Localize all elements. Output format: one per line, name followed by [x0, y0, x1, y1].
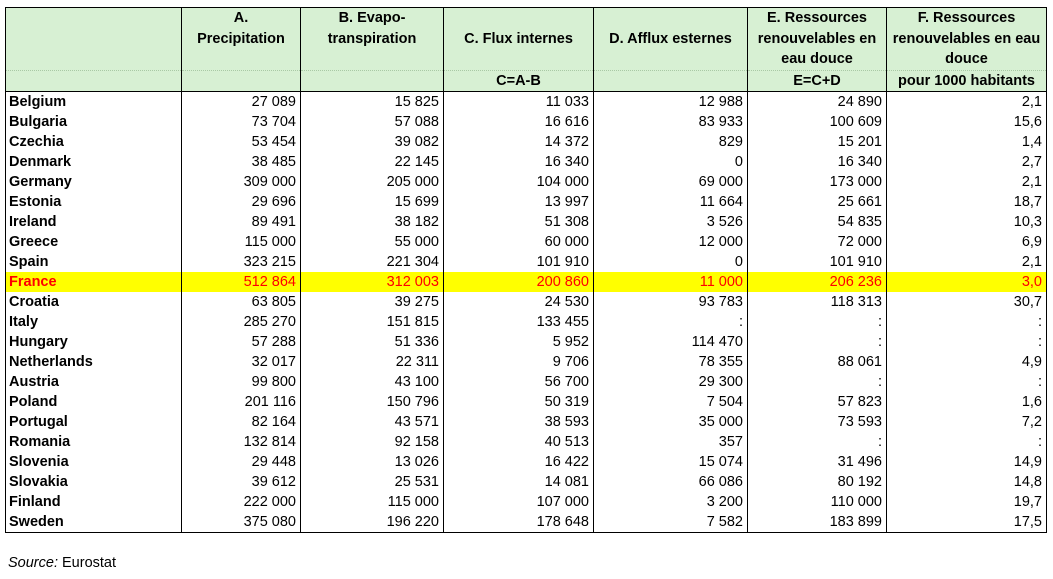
value-cell: 30,7 [887, 292, 1047, 312]
value-cell: 151 815 [301, 312, 444, 332]
value-cell: 110 000 [748, 492, 887, 512]
value-cell: 69 000 [594, 172, 748, 192]
value-cell: 50 319 [444, 392, 594, 412]
value-cell: 29 448 [182, 452, 301, 472]
table-row [6, 232, 1047, 252]
table-row [6, 472, 1047, 492]
country-cell: Greece [6, 232, 182, 252]
value-cell: 15 074 [594, 452, 748, 472]
value-cell: 39 275 [301, 292, 444, 312]
value-cell: 51 336 [301, 332, 444, 352]
value-cell: 115 000 [301, 492, 444, 512]
value-cell: 115 000 [182, 232, 301, 252]
value-cell: 57 088 [301, 112, 444, 132]
table-row [6, 192, 1047, 212]
value-cell: 51 308 [444, 212, 594, 232]
value-cell: 2,1 [887, 172, 1047, 192]
country-cell: Czechia [6, 132, 182, 152]
value-cell: 22 311 [301, 352, 444, 372]
value-cell: 357 [594, 432, 748, 452]
value-cell: 18,7 [887, 192, 1047, 212]
value-cell: 829 [594, 132, 748, 152]
value-cell: 88 061 [748, 352, 887, 372]
value-cell: 7,2 [887, 412, 1047, 432]
value-cell: 27 089 [182, 92, 301, 113]
value-cell: 22 145 [301, 152, 444, 172]
header-country [6, 8, 182, 71]
value-cell: : [887, 312, 1047, 332]
country-cell: Germany [6, 172, 182, 192]
value-cell: : [748, 312, 887, 332]
value-cell: 83 933 [594, 112, 748, 132]
value-cell: 17,5 [887, 512, 1047, 533]
country-cell: Portugal [6, 412, 182, 432]
value-cell: 4,9 [887, 352, 1047, 372]
value-cell: 205 000 [301, 172, 444, 192]
value-cell: 1,4 [887, 132, 1047, 152]
value-cell: 200 860 [444, 272, 594, 292]
header-afflux-esternes: D. Afflux esternes [594, 8, 748, 71]
value-cell: 173 000 [748, 172, 887, 192]
value-cell: 12 000 [594, 232, 748, 252]
header-evapotranspiration [301, 8, 444, 71]
value-cell: 11 033 [444, 92, 594, 113]
table-row [6, 152, 1047, 172]
value-cell: 14 372 [444, 132, 594, 152]
table-row [6, 292, 1047, 312]
value-cell: 16 616 [444, 112, 594, 132]
subheader-formula-e: E=C+D [748, 71, 887, 92]
table-body [6, 92, 1047, 533]
value-cell: 183 899 [748, 512, 887, 533]
value-cell: : [594, 312, 748, 332]
value-cell: 39 612 [182, 472, 301, 492]
value-cell: 2,1 [887, 252, 1047, 272]
country-cell: Slovenia [6, 452, 182, 472]
value-cell: 99 800 [182, 372, 301, 392]
value-cell: 2,1 [887, 92, 1047, 113]
value-cell: 100 609 [748, 112, 887, 132]
value-cell: 43 571 [301, 412, 444, 432]
value-cell: : [887, 372, 1047, 392]
value-cell: 323 215 [182, 252, 301, 272]
country-cell: Hungary [6, 332, 182, 352]
value-cell: 7 582 [594, 512, 748, 533]
country-cell: Slovakia [6, 472, 182, 492]
value-cell: 54 835 [748, 212, 887, 232]
source-note [8, 555, 116, 571]
value-cell: 57 823 [748, 392, 887, 412]
header-flux-internes: C. Flux internes [444, 8, 594, 71]
value-cell: 2,7 [887, 152, 1047, 172]
value-cell: 375 080 [182, 512, 301, 533]
table-row [6, 372, 1047, 392]
table-row [6, 432, 1047, 452]
header-ressources-f: F. Ressources renouvelables en eau douce [887, 8, 1047, 71]
value-cell: 201 116 [182, 392, 301, 412]
value-cell: : [748, 372, 887, 392]
table-row [6, 492, 1047, 512]
table-row [6, 132, 1047, 152]
value-cell: : [887, 332, 1047, 352]
value-cell: 78 355 [594, 352, 748, 372]
country-cell: Estonia [6, 192, 182, 212]
subheader-row [6, 71, 1047, 92]
value-cell: 38 182 [301, 212, 444, 232]
value-cell: 63 805 [182, 292, 301, 312]
value-cell: 93 783 [594, 292, 748, 312]
country-cell: Belgium [6, 92, 182, 113]
value-cell: 15 699 [301, 192, 444, 212]
value-cell: : [887, 432, 1047, 452]
value-cell: 512 864 [182, 272, 301, 292]
value-cell: 15,6 [887, 112, 1047, 132]
value-cell: 40 513 [444, 432, 594, 452]
value-cell: 114 470 [594, 332, 748, 352]
header-ressources-e: E. Ressources renouvelables en eau douce [748, 8, 887, 71]
value-cell: 55 000 [301, 232, 444, 252]
value-cell: 73 704 [182, 112, 301, 132]
header-precipitation [182, 8, 301, 71]
subheader-2 [301, 71, 444, 92]
source-label: Source: [8, 555, 58, 571]
value-cell: 89 491 [182, 212, 301, 232]
source-value: Eurostat [62, 555, 117, 571]
value-cell: 178 648 [444, 512, 594, 533]
value-cell: 92 158 [301, 432, 444, 452]
country-cell: Croatia [6, 292, 182, 312]
country-cell: Romania [6, 432, 182, 452]
country-cell: Netherlands [6, 352, 182, 372]
country-cell: Spain [6, 252, 182, 272]
value-cell: 13 997 [444, 192, 594, 212]
value-cell: 107 000 [444, 492, 594, 512]
value-cell: 15 825 [301, 92, 444, 113]
value-cell: 9 706 [444, 352, 594, 372]
value-cell: 11 000 [594, 272, 748, 292]
table-row [6, 332, 1047, 352]
value-cell: 14,8 [887, 472, 1047, 492]
value-cell: 312 003 [301, 272, 444, 292]
value-cell: 0 [594, 152, 748, 172]
country-cell: Austria [6, 372, 182, 392]
header-evapotranspiration-l1: B. Evapo- [338, 10, 406, 26]
table-row [6, 172, 1047, 192]
value-cell: 6,9 [887, 232, 1047, 252]
value-cell: 16 422 [444, 452, 594, 472]
header-row [6, 8, 1047, 71]
value-cell: 38 485 [182, 152, 301, 172]
value-cell: 53 454 [182, 132, 301, 152]
value-cell: 3,0 [887, 272, 1047, 292]
table-row [6, 272, 1047, 292]
value-cell: 31 496 [748, 452, 887, 472]
value-cell: 24 890 [748, 92, 887, 113]
value-cell: 72 000 [748, 232, 887, 252]
value-cell: 7 504 [594, 392, 748, 412]
value-cell: 12 988 [594, 92, 748, 113]
value-cell: 196 220 [301, 512, 444, 533]
table-row [6, 112, 1047, 132]
value-cell: 309 000 [182, 172, 301, 192]
value-cell: 14 081 [444, 472, 594, 492]
value-cell: 104 000 [444, 172, 594, 192]
value-cell: 10,3 [887, 212, 1047, 232]
value-cell: 73 593 [748, 412, 887, 432]
value-cell: 222 000 [182, 492, 301, 512]
water-resources-table [5, 7, 1047, 533]
value-cell: 285 270 [182, 312, 301, 332]
table-row [6, 92, 1047, 113]
value-cell: 29 300 [594, 372, 748, 392]
value-cell: 29 696 [182, 192, 301, 212]
table-row [6, 312, 1047, 332]
value-cell: 3 526 [594, 212, 748, 232]
value-cell: 133 455 [444, 312, 594, 332]
country-cell: France [6, 272, 182, 292]
value-cell: 3 200 [594, 492, 748, 512]
value-cell: 150 796 [301, 392, 444, 412]
value-cell: 11 664 [594, 192, 748, 212]
country-cell: Poland [6, 392, 182, 412]
country-cell: Italy [6, 312, 182, 332]
table-row [6, 412, 1047, 432]
value-cell: 32 017 [182, 352, 301, 372]
header-precipitation-l1: A. [233, 10, 249, 26]
value-cell: 1,6 [887, 392, 1047, 412]
table-row [6, 512, 1047, 533]
subheader-0 [6, 71, 182, 92]
value-cell: 66 086 [594, 472, 748, 492]
table-row [6, 212, 1047, 232]
value-cell: 43 100 [301, 372, 444, 392]
subheader-1 [182, 71, 301, 92]
value-cell: 5 952 [444, 332, 594, 352]
value-cell: 24 530 [444, 292, 594, 312]
value-cell: 16 340 [748, 152, 887, 172]
country-cell: Bulgaria [6, 112, 182, 132]
value-cell: 13 026 [301, 452, 444, 472]
country-cell: Finland [6, 492, 182, 512]
country-cell: Ireland [6, 212, 182, 232]
value-cell: 25 661 [748, 192, 887, 212]
subheader-4 [594, 71, 748, 92]
country-cell: Sweden [6, 512, 182, 533]
table-row [6, 352, 1047, 372]
value-cell: 25 531 [301, 472, 444, 492]
value-cell: 19,7 [887, 492, 1047, 512]
value-cell: 0 [594, 252, 748, 272]
value-cell: 132 814 [182, 432, 301, 452]
subheader-per-1000: pour 1000 habitants [887, 71, 1047, 92]
value-cell: : [748, 332, 887, 352]
value-cell: 15 201 [748, 132, 887, 152]
value-cell: 16 340 [444, 152, 594, 172]
value-cell: 57 288 [182, 332, 301, 352]
table-row [6, 392, 1047, 412]
value-cell: : [748, 432, 887, 452]
value-cell: 35 000 [594, 412, 748, 432]
subheader-formula-c: C=A-B [444, 71, 594, 92]
data-table-container [5, 7, 1047, 533]
value-cell: 206 236 [748, 272, 887, 292]
value-cell: 80 192 [748, 472, 887, 492]
value-cell: 39 082 [301, 132, 444, 152]
value-cell: 118 313 [748, 292, 887, 312]
value-cell: 38 593 [444, 412, 594, 432]
country-cell: Denmark [6, 152, 182, 172]
table-row [6, 452, 1047, 472]
value-cell: 60 000 [444, 232, 594, 252]
value-cell: 14,9 [887, 452, 1047, 472]
value-cell: 221 304 [301, 252, 444, 272]
header-precipitation-l2: Precipitation [197, 30, 285, 47]
value-cell: 82 164 [182, 412, 301, 432]
value-cell: 56 700 [444, 372, 594, 392]
header-evapotranspiration-l2: transpiration [327, 30, 417, 47]
value-cell: 101 910 [444, 252, 594, 272]
value-cell: 101 910 [748, 252, 887, 272]
table-row [6, 252, 1047, 272]
